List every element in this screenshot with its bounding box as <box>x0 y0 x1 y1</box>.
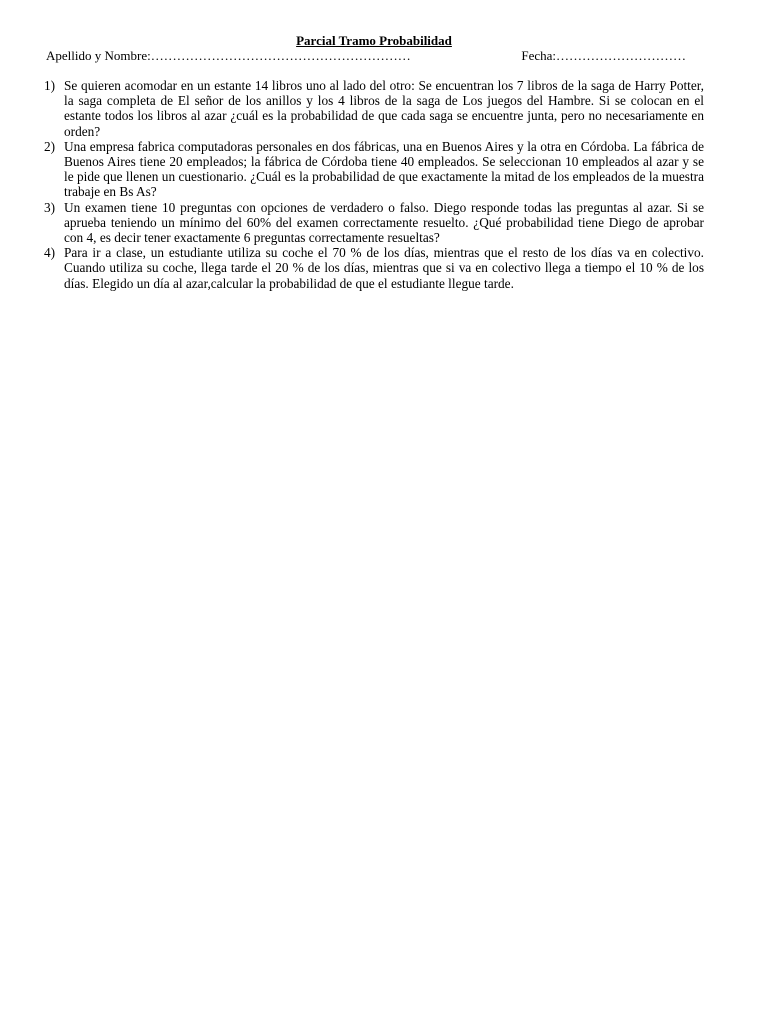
student-header <box>44 48 704 63</box>
date-field: Fecha:………………………… <box>521 48 686 63</box>
question-item <box>44 200 704 246</box>
question-item <box>44 78 704 139</box>
question-number: 4) <box>44 245 56 261</box>
question-list <box>44 78 704 291</box>
question-item <box>44 245 704 291</box>
question-text: Para ir a clase, un estudiante utiliza su coche el 70 % de los días, mientras que el resto de los días va en colectivo. Cuando utiliza su coche, llega tarde el 20 % de los días, mientras que si va en colectivo llega a tiempo el 10 % de los días. Elegido un día al azar,calcular la probabilidad de que el estudiante llegue tarde. <box>64 245 704 291</box>
question-number: 3) <box>44 199 56 215</box>
page-title: Parcial Tramo Probabilidad <box>296 33 452 48</box>
question-item <box>44 139 704 200</box>
exam-page <box>44 33 704 291</box>
question-text: Una empresa fabrica computadoras personales en dos fábricas, una en Buenos Aires y la otra en Córdoba. La fábrica de Buenos Aires tiene 20 empleados; la fábrica de Córdoba tiene 40 empleados. Se seleccionan 10 empleados al azar y se le pide que llenen un cuestionario. ¿Cuál es la probabilidad de que exactamente la mitad de los empleados de la muestra trabaje en Bs As? <box>64 138 704 200</box>
question-number: 2) <box>44 138 56 154</box>
name-field: Apellido y Nombre:…………………………………………………… <box>46 48 411 63</box>
question-text: Un examen tiene 10 preguntas con opciones de verdadero o falso. Diego responde todas las preguntas al azar. Si se aprueba teniendo un mínimo del 60% del examen correctamente resuelto. ¿Qué probabilidad tiene Diego de aprobar con 4, es decir tener exactamente 6 preguntas correctamente resueltas? <box>64 199 704 246</box>
question-text: Se quieren acomodar en un estante 14 libros uno al lado del otro: Se encuentran los 7 libros de la saga de Harry Potter, la saga completa de El señor de los anillos y los 4 libros de la saga de Los juegos del Hambre. Si se colocan en el estante todos los libros al azar ¿cuál es la probabilidad de que cada saga se encuentre junta, pero no necesariamente en orden? <box>64 78 704 139</box>
question-number: 1) <box>44 78 56 93</box>
